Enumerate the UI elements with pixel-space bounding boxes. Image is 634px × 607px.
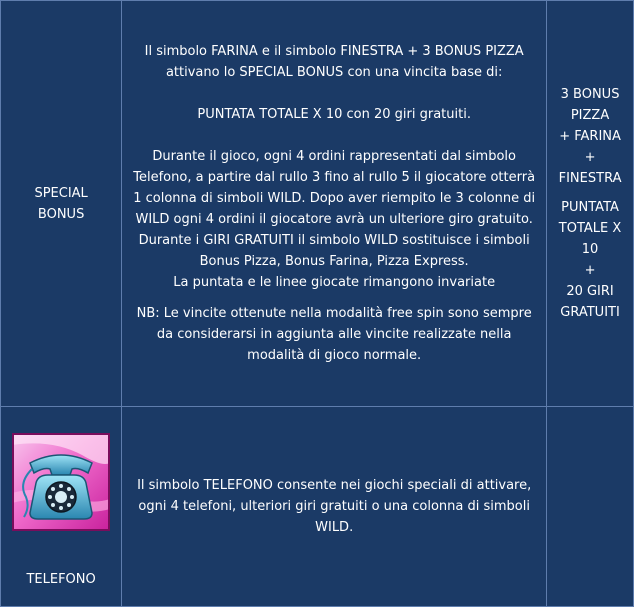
trigger-line: PIZZA [570,108,610,123]
special-bonus-row [1,1,634,407]
special-bonus-name-cell [1,1,122,407]
prize-line: 10 [581,242,599,257]
trigger-line: + [584,150,596,165]
prize-line: + [584,263,596,278]
trigger-line: FINESTRA [558,171,622,186]
telefono-symbol-cell [1,407,122,607]
trigger-line: + FARINA [559,129,621,144]
telefono-row [1,407,634,607]
special-bonus-trigger-text: Il simbolo FARINA e il simbolo FINESTRA + 3 BONUS PIZZA attivano lo SPECIAL BONUS con una vincita base di: [144,44,524,80]
telefono-description-cell [122,407,547,607]
telefono-label: TELEFONO [26,572,96,587]
telefono-empty-cell [547,407,634,607]
special-bonus-gameplay-text: Durante il gioco, ogni 4 ordini rappresentati dal simbolo Telefono, a partire dal rullo 3 fino al rullo 5 il giocatore otterrà 1 colonna di simboli WILD. Dopo aver riempito le 3 colonne di WILD ogni 4 ordini il giocatore avrà un ulteriore giro gratuito. Durante i GIRI GRATUITI il simbolo WILD sostituisce i simboli Bonus Pizza, Bonus Farina, Pizza Express. [133,149,536,269]
prize-line: TOTALE X [558,221,622,236]
special-bonus-bet-note: La puntata e le linee giocate rimangono invariate [173,275,496,290]
telefono-description: Il simbolo TELEFONO consente nei giochi speciali di attivare, ogni 4 telefoni, ulteriori giri gratuiti o una colonna di simboli WILD. [137,478,532,535]
prize-line: PUNTATA [561,200,619,215]
prize-line: 20 GIRI [566,284,614,299]
prize-line: GRATUITI [560,305,620,320]
telephone-icon [12,433,110,531]
special-bonus-summary-cell [547,1,634,407]
special-bonus-description-cell [122,1,547,407]
special-bonus-nb-note: NB: Le vincite ottenute nella modalità free spin sono sempre da considerarsi in aggiunta alle vincite realizzate nella modalità di gioco normale. [136,306,532,363]
special-bonus-name-line: SPECIAL [34,185,88,201]
special-bonus-name-line: BONUS [37,206,85,222]
trigger-line: 3 BONUS [560,87,620,102]
special-bonus-base-win-text: PUNTATA TOTALE X 10 con 20 giri gratuiti. [197,107,471,122]
